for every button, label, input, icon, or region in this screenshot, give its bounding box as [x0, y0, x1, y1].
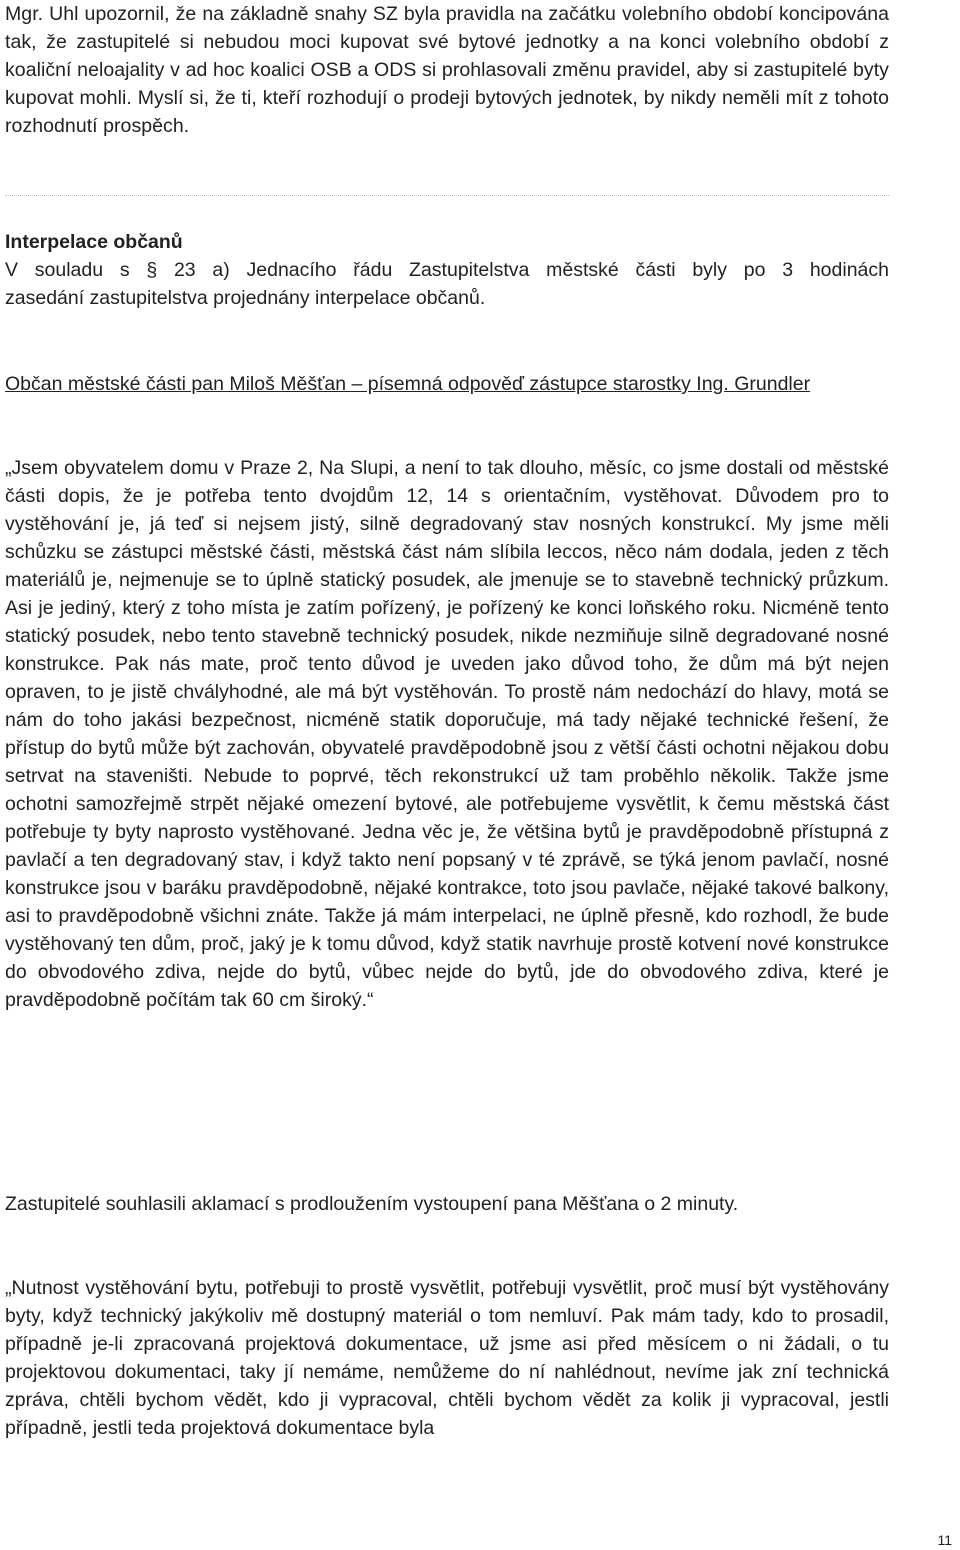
citizen-heading: Občan městské části pan Miloš Měšťan – písemná odpověď zástupce starostky Ing. Grundler [5, 373, 811, 395]
page-number: 11 [937, 1532, 952, 1548]
section-intro-line-2: zasedání zastupitelstva projednány interpelace občanů. [5, 287, 486, 309]
section-title: Interpelace občanů [5, 231, 183, 253]
agreement-paragraph: Zastupitelé souhlasili aklamací s prodloužením vystoupení pana Měšťana o 2 minuty. [5, 1193, 739, 1215]
section-divider [5, 195, 889, 196]
section-intro [5, 256, 889, 312]
intro-paragraph: Mgr. Uhl upozornil, že na základně snahy SZ byla pravidla na začátku volebního období koncipována tak, že zastupitelé si nebudou moci kupovat své bytové jednotky a na konci volebního období z koaliční neloajality v ad hoc koalici OSB a ODS si prohlasovali změnu pravidel, aby si zastupitelé byty kupovat mohli. Myslí si, že ti, kteří rozhodují o prodeji bytových jednotek, by nikdy neměli mít z tohoto rozhodnutí prospěch. [5, 3, 889, 137]
section-intro-line-1: V souladu s § 23 a) Jednacího řádu Zastupitelstva městské části byly po 3 hodinách [5, 259, 889, 281]
speech-paragraph-1: „Jsem obyvatelem domu v Praze 2, Na Slupi, a není to tak dlouho, měsíc, co jsme dostali od městské části dopis, že je potřeba tento dvojdům 12, 14 s orientačním, vystěhovat. Důvodem pro to vystěhování je, já teď si nejsem jistý, silně degradovaný stav nosných konstrukcí. My jsme měli schůzku se zástupci městské části, městská část nám slíbila leccos, něco nám dodala, jeden z těch materiálů je, nejmenuje se to úplně statický posudek, ale jmenuje se to stavebně technický průzkum. Asi je jediný, který z toho místa je zatím pořízený, je pořízený ke konci loňského roku. Nicméně tento statický posudek, nebo tento stavebně technický posudek, nikde nezmiňuje silně degradované nosné konstrukce. Pak nás mate, proč tento důvod je uveden jako důvod toho, že dům má být nejen opraven, to je jistě chvályhodné, ale má být vystěhován. To prostě nám nedochází do hlavy, motá se nám do toho jakási bezpečnost, nicméně statik doporučuje, má tady nějaké technické řešení, že přístup do bytů může být zachován, obyvatelé pravděpodobně jsou z větší části ochotni nějakou dobu setrvat na staveništi. Nebude to poprvé, těch rekonstrukcí už tam proběhlo několik. Takže jsme ochotni samozřejmě strpět nějaké omezení bytové, ale potřebujeme vysvětlit, k čemu městská část potřebuje ty byty naprosto vystěhované. Jedna věc je, že většina bytů je pravděpodobně přístupná z pavlačí a ten degradovaný stav, i když takto není popsaný v té zprávě, se týká jenom pavlačí, nosné konstrukce jsou v baráku pravděpodobně, nějaké kontrakce, toto jsou pavlače, nějaké takové balkony, asi to pravděpodobně všichni znáte. Takže já mám interpelaci, ne úplně přesně, kdo rozhodl, že bude vystěhovaný ten dům, proč, jaký je k tomu důvod, když statik navrhuje prostě kotvení nové konstrukce do obvodového zdiva, nejde do bytů, vůbec nejde do bytů, jde do obvodového zdiva, které je pravděpodobně počítám tak 60 cm široký.“ [5, 457, 889, 1011]
speech-paragraph-2: „Nutnost vystěhování bytu, potřebuji to prostě vysvětlit, potřebuji vysvětlit, proč musí být vystěhovány byty, když technický jakýkoliv mě dostupný materiál o tom nemluví. Pak mám tady, kdo to prosadil, případně je-li zpracovaná projektová dokumentace, už jsme asi před měsícem o ni žádali, o tu projektovou dokumentaci, taky jí nemáme, nemůžeme do ní nahlédnout, nevíme jak zní technická zpráva, chtěli bychom vědět, kdo ji vypracoval, chtěli bychom vědět za kolik ji vypracoval, jestli případně, jestli teda projektová dokumentace byla [5, 1277, 889, 1439]
